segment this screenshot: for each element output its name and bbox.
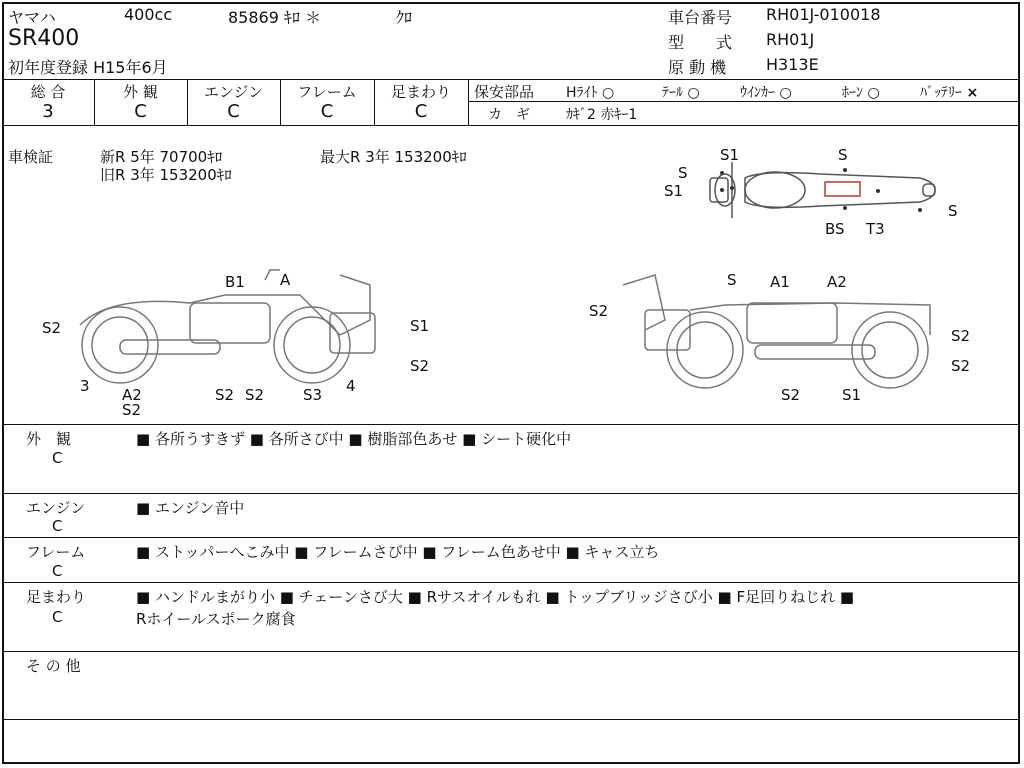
left-label: S2 [42, 319, 62, 337]
section-label-suspension: 足まわり [26, 588, 87, 606]
suspension-grade-label: 足まわり [390, 83, 451, 101]
section-label-frame: フレーム [26, 543, 86, 561]
suspension-grade: C [414, 101, 428, 122]
top-label: S1 [664, 182, 684, 200]
model-name: SR400 [8, 26, 80, 51]
right-label: S2 [951, 327, 971, 345]
right-label: S [727, 271, 737, 289]
left-label: A2 [122, 386, 142, 404]
top-label: BS [825, 220, 845, 238]
right-label: A2 [827, 273, 847, 291]
mileage: 85869 ｷﾛ ＊ [228, 8, 322, 27]
frame-no: RH01J-010018 [766, 5, 881, 24]
left-label: S2 [410, 357, 430, 375]
left-label: 3 [80, 377, 90, 395]
engine-no: H313E [766, 55, 819, 74]
safety-item-taillight: ﾃｰﾙ ○ [662, 85, 700, 101]
safety-item-horn: ﾎｰﾝ ○ [842, 85, 880, 101]
engine-grade-label: エンジン [203, 83, 264, 101]
divider [2, 493, 1020, 494]
left-label: 4 [346, 377, 356, 395]
divider [2, 79, 1020, 80]
section-grade-frame: C [52, 562, 63, 580]
section-text-engine: ■ エンジン音中 [136, 499, 245, 517]
inspection-max: 最大R 3年 153200ｷﾛ [320, 148, 467, 166]
left-label: B1 [225, 273, 245, 291]
section-label-exterior: 外 観 [26, 430, 72, 448]
top-label: T3 [866, 220, 885, 238]
safety-label: 保安部品 [474, 83, 535, 101]
key-label: カ ギ [488, 107, 530, 123]
first-registration: 初年度登録 H15年6月 [8, 58, 168, 77]
left-side-diagram [40, 265, 450, 420]
frame-no-label: 車台番号 [668, 8, 733, 27]
frame-grade-label: フレーム [297, 83, 357, 101]
section-label-engine: エンジン [26, 499, 86, 517]
inspection-old: 旧R 3年 153200ｷﾛ [100, 166, 232, 184]
frame-grade: C [320, 101, 334, 122]
exterior-grade: C [134, 101, 147, 122]
exterior-label: 外 観 [123, 83, 158, 101]
section-grade-engine: C [52, 517, 63, 535]
top-label: S [948, 202, 958, 220]
displacement: 400cc [124, 5, 173, 24]
safety-item-headlight: Hﾗｲﾄ ○ [566, 85, 615, 101]
engine-grade: C [227, 101, 240, 122]
right-side-diagram [585, 265, 985, 410]
safety-item-winker: ｳｲﾝｶｰ ○ [740, 85, 792, 101]
top-label: S1 [720, 146, 740, 164]
left-label: A [280, 271, 291, 289]
section-text-suspension-2: Rホイールスポーク腐食 [136, 610, 296, 628]
overall-label: 総 合 [30, 83, 66, 101]
right-label: S2 [951, 357, 971, 375]
section-text-exterior: ■ 各所うすきず ■ 各所さび中 ■ 樹脂部色あせ ■ シート硬化中 [136, 430, 572, 448]
left-label: S2 [245, 386, 265, 404]
top-label: S [678, 164, 688, 182]
divider [2, 651, 1020, 652]
divider [2, 424, 1020, 425]
top-view-diagram [650, 140, 970, 240]
left-label: S1 [410, 317, 430, 335]
section-grade-suspension: C [52, 608, 63, 626]
right-label: S2 [781, 386, 801, 404]
section-grade-exterior: C [52, 449, 63, 467]
divider [2, 719, 1020, 720]
inspection-new: 新R 5年 70700ｷﾛ [100, 148, 223, 166]
section-text-suspension: ■ ハンドルまがり小 ■ チェーンさび大 ■ Rサスオイルもれ ■ トップブリッジさび小 ■ F足回りねじれ ■ [136, 588, 855, 606]
maker: ヤマハ [8, 8, 56, 27]
section-label-other: そ の 他 [26, 657, 81, 675]
key-value: ｶｷﾞ2 赤ｷｰ1 [566, 107, 638, 123]
left-label: S2 [122, 401, 142, 419]
safety-item-battery: ﾊﾞｯﾃﾘｰ × [920, 85, 979, 101]
color: ｸﾛ [396, 8, 413, 27]
right-label: S2 [589, 302, 609, 320]
divider [2, 125, 1020, 126]
left-label: S2 [215, 386, 235, 404]
right-label: A1 [770, 273, 790, 291]
divider [468, 79, 469, 125]
inspection-label: 車検証 [8, 148, 54, 166]
right-label: S1 [842, 386, 862, 404]
model-code: RH01J [766, 30, 815, 49]
top-label: S [838, 146, 848, 164]
section-text-frame: ■ ストッパーへこみ中 ■ フレームさび中 ■ フレーム色あせ中 ■ キャス立ち [136, 543, 660, 561]
engine-label: 原 動 機 [668, 58, 727, 77]
divider [2, 537, 1020, 538]
overall-grade: 3 [42, 101, 54, 122]
left-label: S3 [303, 386, 323, 404]
model-code-label: 型 式 [668, 33, 733, 52]
divider [2, 582, 1020, 583]
